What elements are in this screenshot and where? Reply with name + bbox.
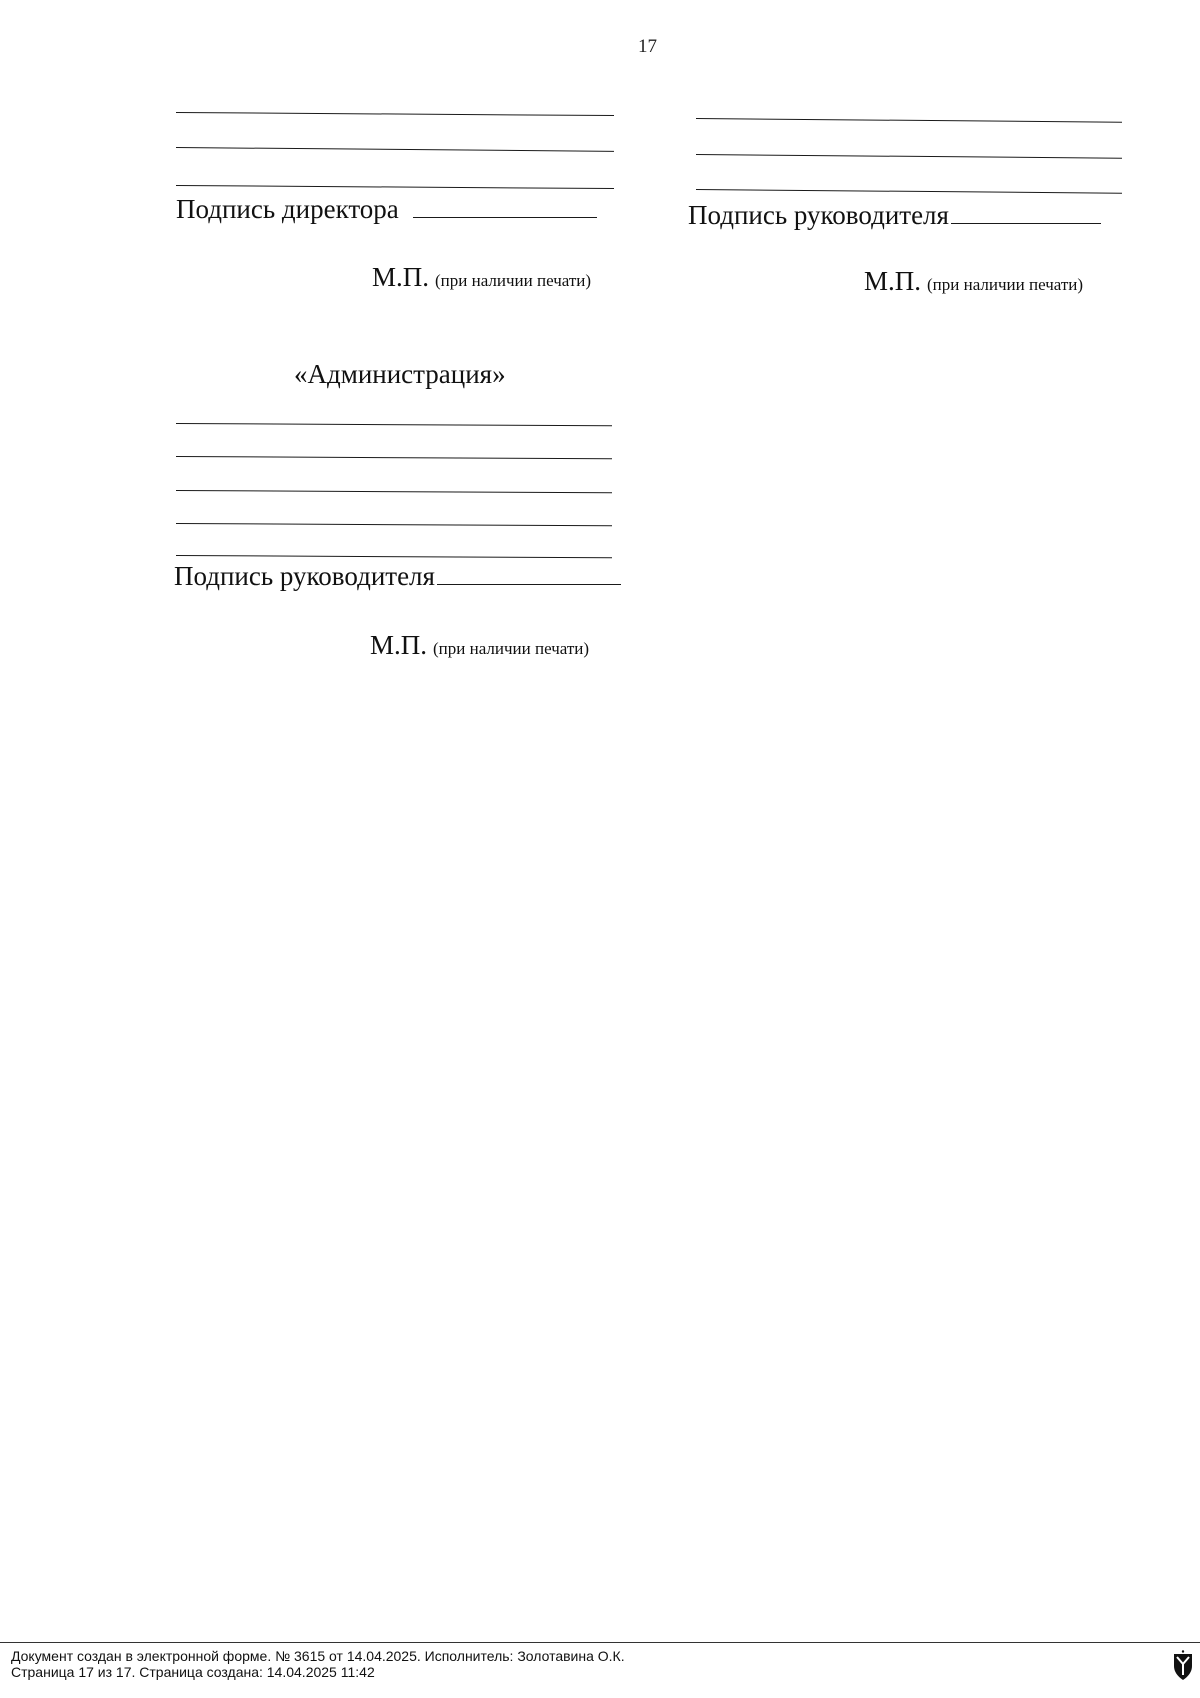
head-signature-label: Подпись руководителя (688, 200, 949, 230)
stamp-note: (при наличии печати) (927, 275, 1084, 294)
director-stamp-place (372, 262, 591, 293)
blank-line (176, 523, 612, 526)
footer-page-info: Страница 17 из 17. Страница создана: 14.04.2025 11:42 (11, 1664, 375, 1680)
head-stamp-place (864, 266, 1083, 297)
administration-title: «Администрация» (294, 359, 506, 389)
stamp-label: М.П. (370, 630, 428, 660)
administration-signature-label: Подпись руководителя (174, 561, 435, 591)
footer (11, 1648, 625, 1680)
blank-line (696, 154, 1122, 159)
signature-line (413, 216, 597, 218)
blank-line (176, 555, 612, 558)
stamp-note: (при наличии печати) (435, 271, 592, 290)
footer-divider (0, 1642, 1200, 1643)
blank-line (176, 185, 614, 189)
blank-line (176, 112, 614, 116)
blank-line (176, 490, 612, 493)
signature-line (951, 222, 1101, 224)
director-signature-label: Подпись директора (176, 194, 399, 224)
blank-line (176, 423, 612, 426)
blank-line (176, 147, 614, 152)
stamp-label: М.П. (372, 262, 430, 292)
footer-document-info: Документ создан в электронной форме. № 3615 от 14.04.2025. Исполнитель: Золотавина О.К. (11, 1648, 625, 1664)
administration-signature-field (174, 561, 621, 592)
page-number: 17 (638, 36, 657, 57)
head-signature-field (688, 200, 1101, 231)
stamp-note: (при наличии печати) (433, 639, 590, 658)
blank-line (696, 189, 1122, 194)
director-signature-field (176, 194, 597, 225)
administration-stamp-place (370, 630, 589, 661)
blank-line (176, 456, 612, 459)
signature-line (437, 583, 621, 585)
blank-line (696, 118, 1122, 123)
coat-of-arms-icon (1172, 1650, 1194, 1682)
stamp-label: М.П. (864, 266, 922, 296)
